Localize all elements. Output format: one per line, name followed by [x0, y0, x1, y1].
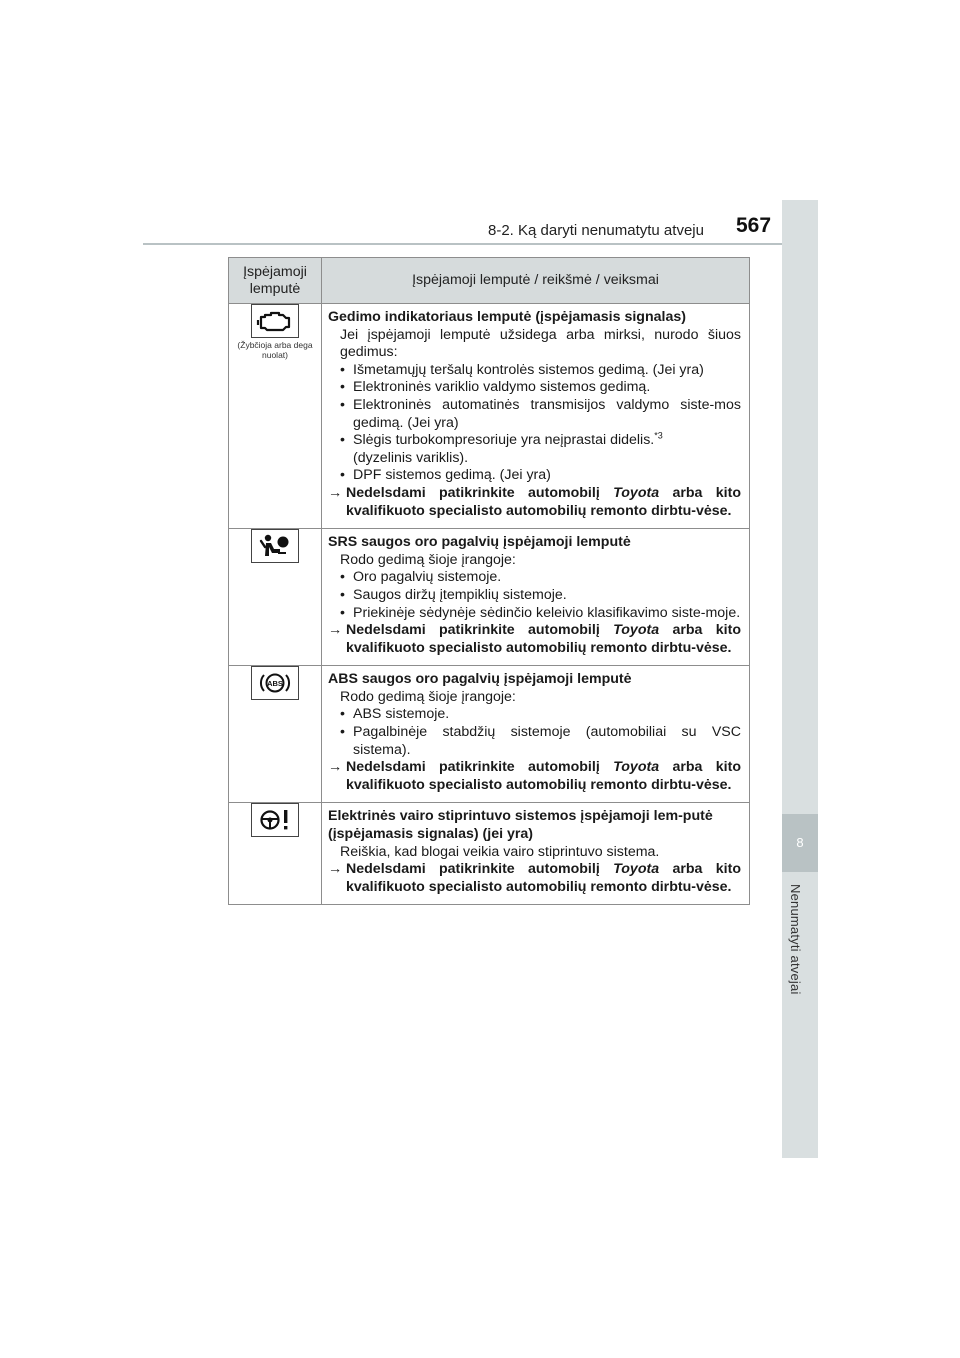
brand-name: Toyota: [613, 484, 660, 501]
item-intro: Rodo gedimą šioje įrangoje:: [340, 551, 516, 568]
list-item: • Elektroninės variklio valdymo sistemos gedimą.: [340, 379, 741, 397]
description-cell: [322, 803, 750, 905]
arrow-icon: →: [328, 861, 343, 878]
table-row: [229, 666, 750, 803]
description-cell: [322, 529, 750, 666]
list-item-text: Slėgis turbokompresoriuje yra neįprastai didelis.: [353, 432, 655, 449]
airbag-icon: [251, 529, 299, 563]
action-instruction: [328, 485, 741, 520]
table-row: [229, 304, 750, 529]
chapter-number: 8: [782, 814, 818, 872]
table-row: [229, 529, 750, 666]
chapter-side-tab: [782, 200, 818, 1158]
icon-cell: [229, 803, 322, 905]
engine-malfunction-icon: [251, 304, 299, 338]
abs-icon: [251, 666, 299, 700]
action-text: Nedelsdami patikrinkite automobilį: [346, 759, 614, 776]
list-item: • Saugos diržų įtempiklių sistemoje.: [340, 587, 741, 605]
bullet-list: [328, 362, 741, 485]
arrow-icon: →: [328, 484, 343, 501]
icon-cell: [229, 529, 322, 666]
action-text: arba kito kvalifikuoto specialisto automobilių remonto dirbtu-vėse.: [346, 759, 742, 793]
action-instruction: [328, 861, 741, 896]
list-item: • DPF sistemos gedimą. (Jei yra): [340, 467, 741, 485]
icon-caption: (Žybčioja arba dega nuolat): [237, 340, 313, 360]
description-cell: [322, 304, 750, 529]
bullet-list: [328, 569, 741, 622]
list-item: • Priekinėje sėdynėje sėdinčio keleivio klasifikavimo siste-moje.: [340, 605, 741, 623]
col-header-meaning: Įspėjamoji lemputė / reikšmė / veiksmai: [322, 258, 750, 304]
warning-lights-table: [228, 257, 750, 905]
icon-cell: [229, 304, 322, 529]
item-intro: Reiškia, kad blogai veikia vairo stiprintuvo sistema.: [340, 843, 660, 860]
list-item-text: (dyzelinis variklis).: [353, 449, 469, 466]
list-item: • Pagalbinėje stabdžių sistemoje (automobiliai su VSC sistema).: [340, 724, 741, 759]
action-text: Nedelsdami patikrinkite automobilį: [346, 861, 614, 878]
table-header-row: [229, 258, 750, 304]
page-number: 567: [736, 214, 772, 237]
item-title: Elektrinės vairo stiprintuvo sistemos įspėjamoji lem-putė (įspėjamasis signalas) (jei yra): [328, 808, 713, 843]
list-item: [340, 432, 741, 467]
item-title: ABS saugos oro pagalvių įspėjamoji lemputė: [328, 671, 632, 688]
chapter-title: Nenumatyti atvejai: [788, 884, 803, 995]
arrow-icon: →: [328, 759, 343, 776]
action-text: arba kito kvalifikuoto specialisto automobilių remonto dirbtu-vėse.: [346, 484, 742, 519]
action-text: Nedelsdami patikrinkite automobilį: [346, 622, 614, 639]
power-steering-warning-icon: [251, 803, 299, 837]
col-header-light: Įspėjamoji lemputė: [229, 258, 322, 304]
action-instruction: [328, 759, 741, 794]
list-item: • Išmetamųjų teršalų kontrolės sistemos gedimą. (Jei yra): [340, 362, 741, 380]
brand-name: Toyota: [613, 861, 660, 878]
action-text: Nedelsdami patikrinkite automobilį: [346, 484, 614, 501]
item-intro: Jei įspėjamoji lemputė užsidega arba mirksi, nurodo šiuos gedimus:: [340, 326, 741, 361]
footnote-ref: *3: [654, 430, 663, 441]
item-title: Gedimo indikatoriaus lemputė (įspėjamasis signalas): [328, 309, 686, 325]
brand-name: Toyota: [613, 759, 660, 776]
header-rule: [143, 243, 817, 245]
brand-name: Toyota: [613, 622, 660, 639]
action-text: arba kito kvalifikuoto specialisto automobilių remonto dirbtu-vėse.: [346, 861, 742, 895]
item-title: SRS saugos oro pagalvių įspėjamoji lemputė: [328, 534, 631, 551]
action-instruction: [328, 622, 741, 657]
list-item: • Oro pagalvių sistemoje.: [340, 569, 741, 587]
description-cell: [322, 666, 750, 803]
bullet-list: [328, 706, 741, 759]
abs-icon-text: ABS: [267, 679, 283, 689]
icon-cell: [229, 666, 322, 803]
action-text: arba kito kvalifikuoto specialisto automobilių remonto dirbtu-vėse.: [346, 622, 742, 656]
item-intro: Rodo gedimą šioje įrangoje:: [340, 688, 516, 705]
list-item: • ABS sistemoje.: [340, 706, 741, 724]
list-item: • Elektroninės automatinės transmisijos valdymo siste-mos gedimą. (Jei yra): [340, 397, 741, 432]
section-title: 8-2. Ką daryti nenumatytu atveju: [488, 222, 704, 239]
table-row: [229, 803, 750, 905]
arrow-icon: →: [328, 622, 343, 639]
